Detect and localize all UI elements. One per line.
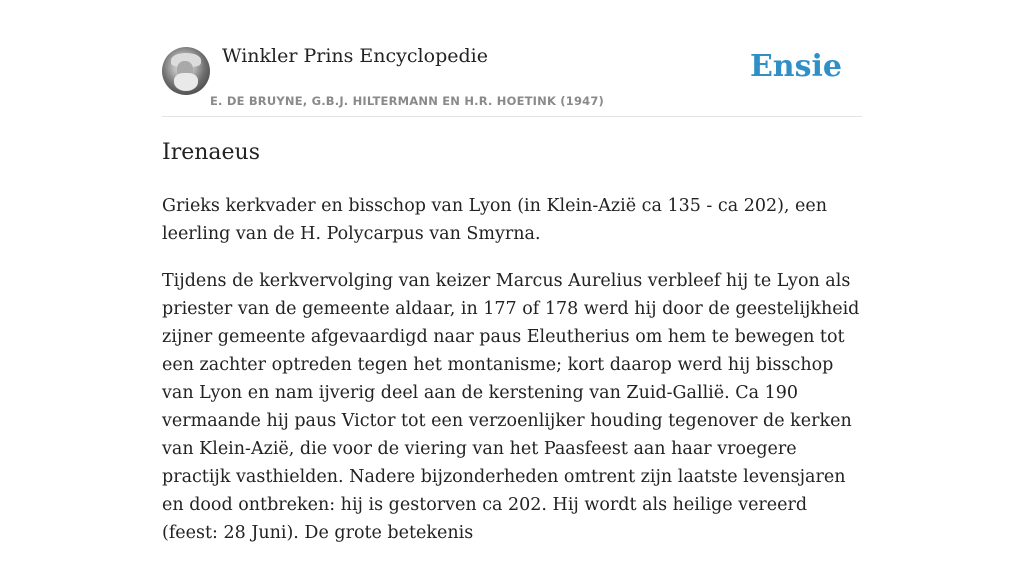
ensie-logo[interactable]: Ensie	[749, 49, 842, 84]
article-paragraph: Grieks kerkvader en bisschop van Lyon (in Klein-Azië ca 135 - ca 202), een leerling van de H. Polycarpus van Smyrna.	[162, 196, 828, 244]
encyclopedia-title[interactable]: Winkler Prins Encyclopedie	[222, 45, 488, 67]
authors-line: E. DE BRUYNE, G.B.J. HILTERMANN EN H.R. HOETINK (1947)	[210, 94, 605, 108]
article-body	[162, 192, 862, 566]
header	[162, 0, 862, 117]
article-title: Irenaeus	[162, 140, 260, 165]
page	[162, 0, 862, 543]
article-paragraph: Tijdens de kerkvervolging van keizer Marcus Aurelius verbleef hij te Lyon als priester van de gemeente aldaar, in 177 of 178 werd hij door de geestelijkheid zijner gemeente afgevaardigd naar paus Eleutherius om hem te bewegen tot een zachter optreden tegen het montanisme; kort daarop werd hij bisschop van Lyon en nam ijverig deel aan de kerstening van Zuid-Gallië. Ca 190 vermaande hij paus Victor tot een verzoenlijker houding tegenover de kerken van Klein-Azië, die voor de viering van het Paasfeest aan haar vroegere practijk vasthielden. Nadere bijzonderheden omtrent zijn laatste levensjaren en dood ontbreken: hij is gestorven ca 202. Hij wordt als heilige vereerd (feest: 28 Juni). De grote betekenis	[162, 271, 860, 543]
author-avatar	[162, 47, 210, 95]
